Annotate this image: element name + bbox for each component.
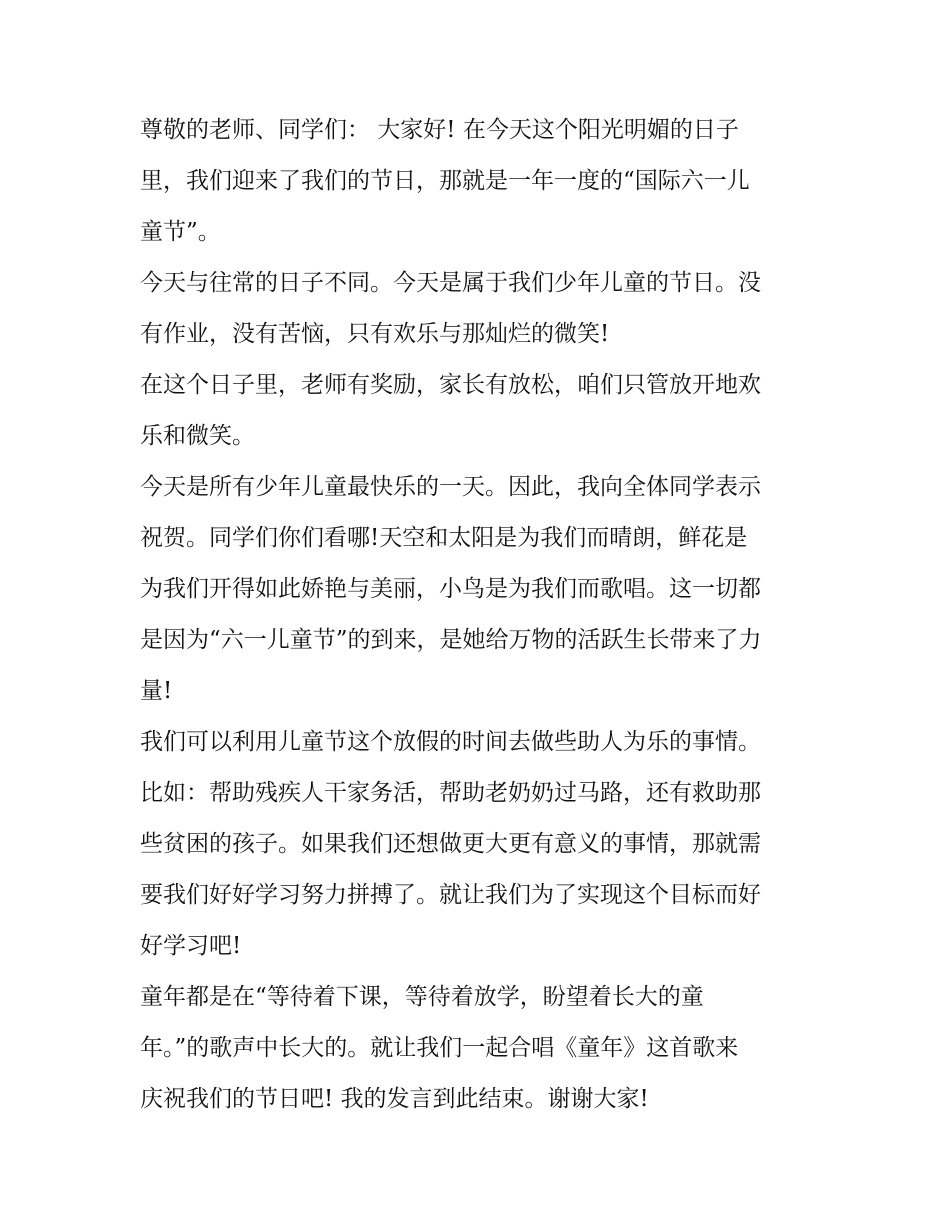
- paragraph-greeting: [140, 105, 820, 258]
- paragraph-helping-others: [140, 717, 820, 972]
- text-line: 我们可以利用儿童节这个放假的时间去做些助人为乐的事情。: [140, 729, 761, 755]
- text-line: 尊敬的老师、同学们： 大家好! 在今天这个阳光明媚的日子: [140, 117, 739, 143]
- text-line: 是因为“六一儿童节”的到来，是她给万物的活跃生长带来了力: [140, 627, 762, 653]
- text-line: 为我们开得如此娇艳与美丽，小鸟是为我们而歌唱。这一切都: [140, 576, 761, 602]
- text-line: 今天与往常的日子不同。今天是属于我们少年儿童的节日。没: [140, 270, 761, 296]
- paragraph-today-different: [140, 258, 820, 360]
- text-line: 在这个日子里，老师有奖励，家长有放松，咱们只管放开地欢: [140, 372, 761, 398]
- text-line: 乐和微笑。: [140, 423, 255, 449]
- text-line: 有作业，没有苦恼，只有欢乐与那灿烂的微笑!: [140, 321, 610, 347]
- text-line: 今天是所有少年儿童最快乐的一天。因此，我向全体同学表示: [140, 474, 761, 500]
- text-line: 童年都是在“等待着下课，等待着放学，盼望着长大的童: [140, 984, 704, 1010]
- speech-text: [140, 105, 820, 1125]
- paragraph-happiest-day: [140, 462, 820, 717]
- text-line: 童节”。: [140, 219, 221, 245]
- text-line: 年。”的歌声中长大的。就让我们一起合唱《童年》这首歌来: [140, 1035, 739, 1061]
- text-line: 祝贺。同学们你们看哪!天空和太阳是为我们而晴朗，鲜花是: [140, 525, 748, 551]
- text-line: 些贫困的孩子。如果我们还想做更大更有意义的事情，那就需: [140, 831, 761, 857]
- text-line: 好学习吧!: [140, 933, 242, 959]
- text-line: 要我们好好学习努力拼搏了。就让我们为了实现这个目标而好: [140, 882, 761, 908]
- paragraph-closing: [140, 972, 820, 1125]
- text-line: 量!: [140, 678, 173, 704]
- text-line: 庆祝我们的节日吧! 我的发言到此结束。谢谢大家!: [140, 1086, 649, 1112]
- text-line: 里，我们迎来了我们的节日，那就是一年一度的“国际六一儿: [140, 168, 750, 194]
- paragraph-this-day: [140, 360, 820, 462]
- text-line: 比如：帮助残疾人干家务活，帮助老奶奶过马路，还有救助那: [140, 780, 761, 806]
